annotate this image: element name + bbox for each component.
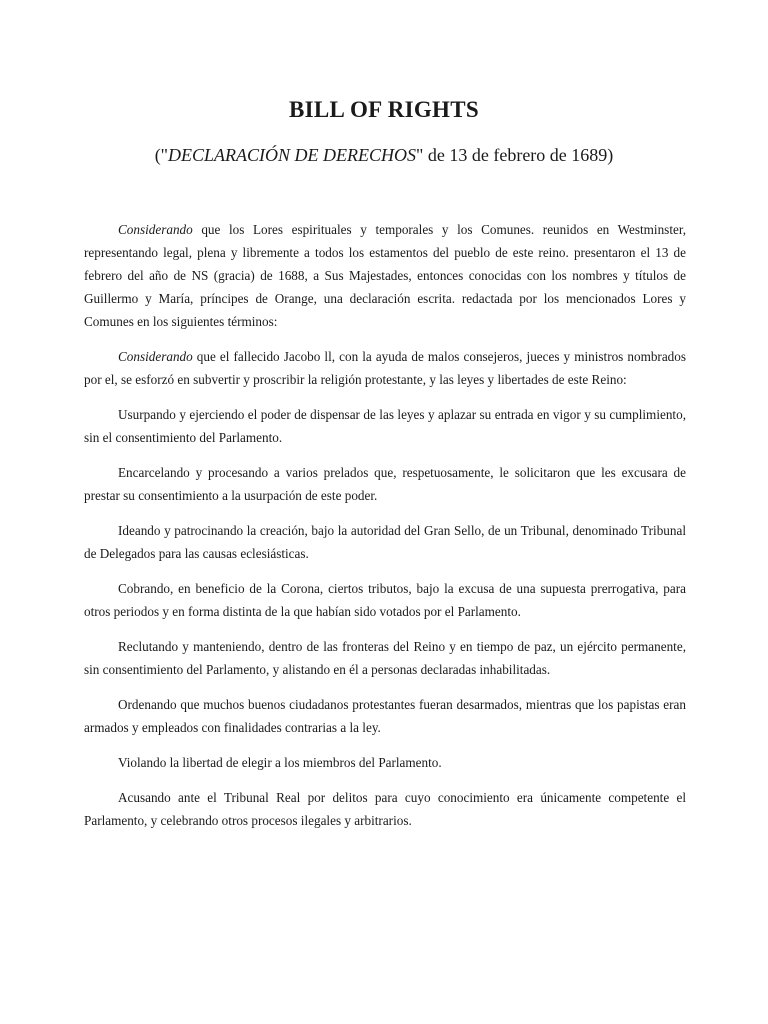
paragraph <box>84 218 686 333</box>
paragraph <box>84 577 686 623</box>
paragraph <box>84 345 686 391</box>
paragraph <box>84 693 686 739</box>
paragraph-text: Violando la libertad de elegir a los miembros del Parlamento. <box>118 755 442 770</box>
paragraph <box>84 635 686 681</box>
paragraph <box>84 403 686 449</box>
paragraph-text: Acusando ante el Tribunal Real por delitos para cuyo conocimiento era únicamente competente el Parlamento, y celebrando otros procesos ilegales y arbitrarios. <box>84 790 686 828</box>
paragraph-lead: Considerando <box>118 349 193 364</box>
document-subtitle <box>0 145 768 166</box>
paragraph-text: Encarcelando y procesando a varios prelados que, respetuosamente, le solicitaron que les excusara de prestar su consentimiento a la usurpación de este poder. <box>84 465 686 503</box>
paragraph-text: que los Lores espirituales y temporales y los Comunes. reunidos en Westminster, representando legal, plena y libremente a todos los estamentos del pueblo de este reino. presentaron el 13 de febrero del año de NS (gracia) de 1688, a Sus Majestades, entonces conocidas con los nombres y títulos de Guillermo y María, príncipes de Orange, una declaración escrita. redactada por los mencionados Lores y Comunes en los siguientes términos: <box>84 222 686 329</box>
subtitle-declaration-name: DECLARACIÓN DE DERECHOS <box>168 145 417 165</box>
subtitle-close: " de 13 de febrero de 1689) <box>416 145 614 165</box>
paragraph <box>84 751 686 774</box>
paragraph-text: Cobrando, en beneficio de la Corona, ciertos tributos, bajo la excusa de una supuesta prerrogativa, para otros periodos y en forma distinta de la que habían sido votados por el Parlamento. <box>84 581 686 619</box>
paragraph-text: Reclutando y manteniendo, dentro de las fronteras del Reino y en tiempo de paz, un ejército permanente, sin consentimiento del Parlamento, y alistando en él a personas declaradas inhabilitadas. <box>84 639 686 677</box>
paragraph <box>84 519 686 565</box>
paragraph <box>84 461 686 507</box>
paragraph-lead: Considerando <box>118 222 193 237</box>
paragraph-text: que el fallecido Jacobo ll, con la ayuda de malos consejeros, jueces y ministros nombrados por el, se esforzó en subvertir y proscribir la religión protestante, y las leyes y libertades de este Reino: <box>84 349 686 387</box>
document-body <box>84 218 686 844</box>
document-title: BILL OF RIGHTS <box>289 97 479 122</box>
subtitle-open: (" <box>154 145 169 165</box>
paragraph <box>84 786 686 832</box>
paragraph-text: Usurpando y ejerciendo el poder de dispensar de las leyes y aplazar su entrada en vigor y su cumplimiento, sin el consentimiento del Parlamento. <box>84 407 686 445</box>
paragraph-text: Ideando y patrocinando la creación, bajo la autoridad del Gran Sello, de un Tribunal, denominado Tribunal de Delegados para las causas eclesiásticas. <box>84 523 686 561</box>
paragraph-text: Ordenando que muchos buenos ciudadanos protestantes fueran desarmados, mientras que los papistas eran armados y empleados con finalidades contrarias a la ley. <box>84 697 686 735</box>
